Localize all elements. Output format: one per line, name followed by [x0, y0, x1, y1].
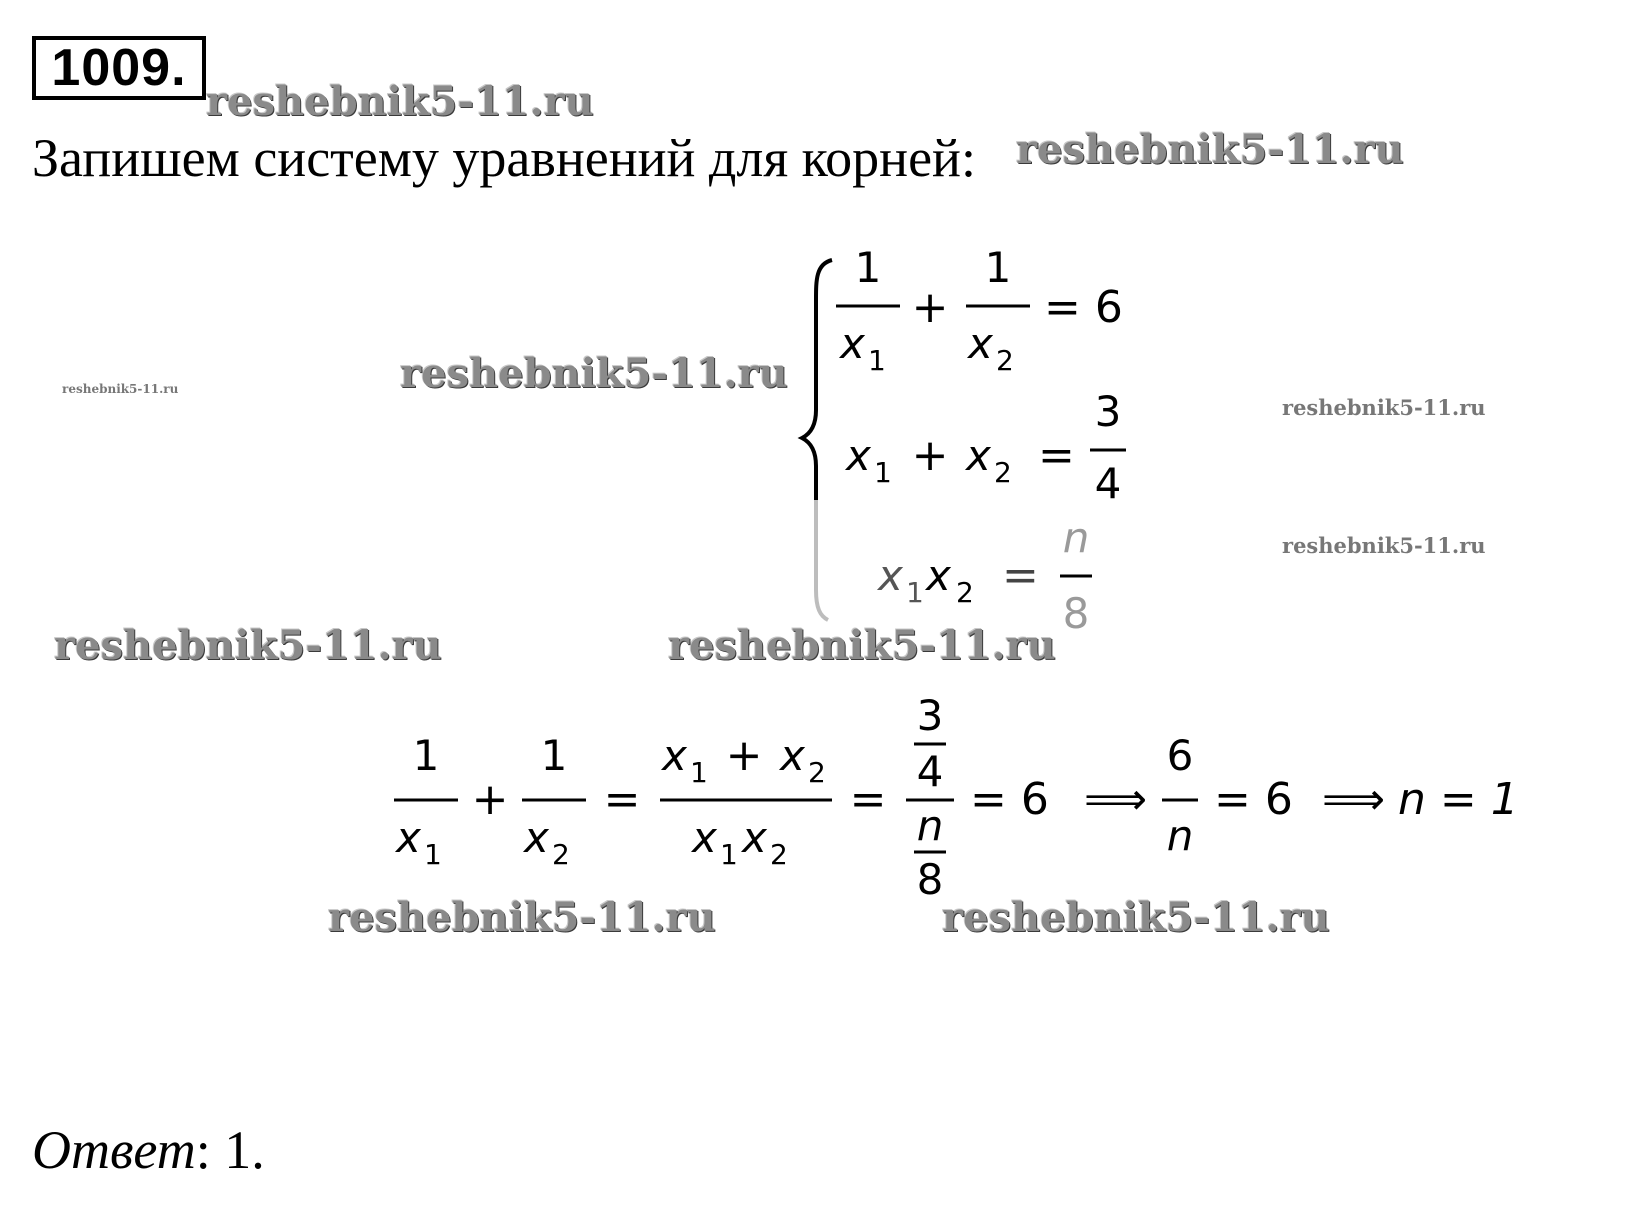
answer	[32, 1120, 265, 1180]
d-f3-num-a: x	[662, 731, 687, 780]
d-implies-1: ⟹	[1084, 774, 1148, 825]
watermark: reshebnik5-11.ru	[1282, 533, 1486, 558]
eq2-rhs-den: 4	[1094, 459, 1122, 508]
d-eq1: =	[603, 774, 641, 825]
eq2-rhs-num: 3	[1094, 387, 1122, 436]
eq3-sub-1: 1	[906, 576, 924, 609]
d-f1-den: x	[396, 813, 421, 862]
eq1-op: +	[911, 282, 949, 333]
watermark: reshebnik5-11.ru	[942, 894, 1330, 941]
eq2-sub-2: 2	[994, 456, 1012, 489]
eq1-num-1: 1	[854, 243, 882, 292]
watermark: reshebnik5-11.ru	[328, 894, 716, 941]
d-f3-num-b-sub: 2	[808, 756, 826, 789]
watermark: reshebnik5-11.ru	[1282, 395, 1486, 420]
watermark: reshebnik5-11.ru	[54, 622, 442, 669]
watermark: reshebnik5-11.ru	[1016, 126, 1404, 173]
eq3-eq: =	[1002, 550, 1039, 601]
eq2-x1: x	[846, 431, 871, 480]
eq1-rhs: = 6	[1044, 282, 1123, 333]
d-f2-num: 1	[540, 731, 568, 780]
eq1-sub-1: 1	[868, 344, 886, 377]
d-implies-2: ⟹	[1322, 774, 1386, 825]
d-f1-num: 1	[412, 731, 440, 780]
d-f4-num: 6	[1166, 731, 1194, 780]
eq1-sub-2: 2	[996, 344, 1014, 377]
watermark: reshebnik5-11.ru	[206, 78, 594, 125]
d-eq3: = 6	[970, 774, 1049, 825]
eq3-x1: x	[878, 551, 903, 600]
watermark: reshebnik5-11.ru	[400, 350, 788, 397]
d-f3-num-a-sub: 1	[690, 756, 708, 789]
d-cf-top-den: 4	[916, 747, 944, 796]
eq1-den-1: x	[840, 319, 865, 368]
d-cf-bot-den: 8	[916, 855, 944, 904]
answer-label: Ответ	[32, 1120, 196, 1180]
intro-text: Запишем систему уравнений для корней:	[32, 128, 976, 188]
answer-value: : 1.	[195, 1120, 265, 1180]
eq3-rhs-den: 8	[1062, 589, 1090, 638]
watermark: reshebnik5-11.ru	[62, 382, 179, 396]
d-plus: +	[471, 774, 509, 825]
d-f3-den-b-sub: 2	[770, 838, 788, 871]
watermark: reshebnik5-11.ru	[668, 622, 1056, 669]
d-f4-den: n	[1166, 811, 1194, 860]
d-f3-den-a: x	[692, 813, 717, 862]
d-f3-den-a-sub: 1	[720, 838, 738, 871]
d-f3-num-op: +	[725, 730, 763, 781]
eq3-sub-2: 2	[956, 576, 974, 609]
derivation	[380, 690, 1620, 910]
d-cf-top-num: 3	[916, 691, 944, 740]
eq2-sub-1: 1	[874, 456, 892, 489]
d-f3-num-b: x	[780, 731, 805, 780]
d-f2-den: x	[524, 813, 549, 862]
d-f3-den-b: x	[742, 813, 767, 862]
d-cf-bot-num: n	[916, 801, 944, 850]
eq3-rhs-num: n	[1062, 513, 1090, 562]
problem-number: 1009.	[32, 36, 206, 100]
d-eq2: =	[849, 774, 887, 825]
equation-system	[780, 230, 1200, 650]
d-eq4: = 6	[1214, 774, 1293, 825]
d-result: n = 1	[1398, 774, 1519, 825]
d-f2-sub: 2	[552, 838, 570, 871]
eq2-x2: x	[966, 431, 991, 480]
system-brace-faded	[816, 500, 828, 620]
system-brace	[802, 260, 832, 500]
d-f1-sub: 1	[424, 838, 442, 871]
eq2-op: +	[911, 430, 949, 481]
eq3-x2: x	[926, 551, 951, 600]
eq1-den-2: x	[968, 319, 993, 368]
eq1-num-2: 1	[984, 243, 1012, 292]
eq2-eq: =	[1038, 430, 1075, 481]
